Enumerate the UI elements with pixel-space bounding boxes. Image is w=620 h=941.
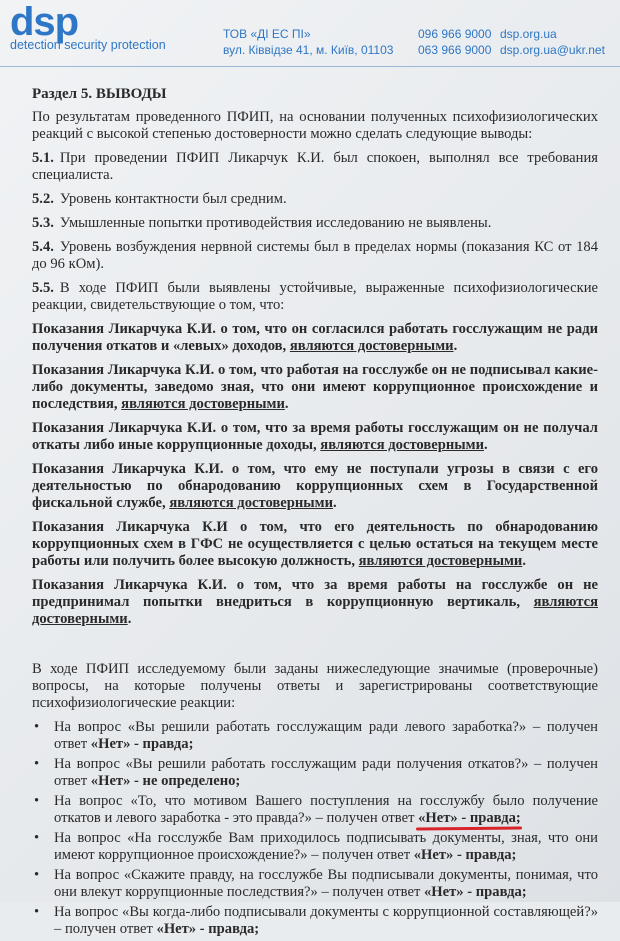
- verdict: являются достоверными: [289, 338, 454, 354]
- question-item: • На вопрос «На госслужбе Вам приходилось подписывать документы, зная, что они имеют коррупционное происхождение?» – получен ответ «Нет» - правда;: [34, 830, 598, 863]
- company-logo: [10, 2, 166, 52]
- questions-intro: В ходе ПФИП исследуемому были заданы нижеследующие значимые (проверочные) вопросы, на которые получены ответы и зарегистрированы соответствующие психофизиологические реакции:: [32, 661, 598, 711]
- answer: «Нет» - не определено: [90, 773, 236, 789]
- conclusion-item: [32, 191, 598, 208]
- item-number: 5.4.: [32, 239, 54, 255]
- company-address: вул. Ківвідзе 41, м. Київ, 01103: [223, 43, 394, 57]
- item-number: 5.5.: [32, 280, 54, 296]
- answer: «Нет» - правда: [424, 884, 522, 900]
- document-body: [32, 86, 598, 941]
- website: dsp.org.ua: [500, 27, 557, 41]
- statement: Показания Ликарчука К.И. о том, что за время работы на госслужбе он не предпринимал попытки внедриться в коррупционную вертикаль, являются достоверными.: [32, 577, 598, 627]
- verdict: являются достоверными: [32, 594, 598, 627]
- logo-subtitle: detection security protection: [10, 38, 166, 52]
- bullet-icon: •: [34, 793, 40, 809]
- conclusion-item: [32, 215, 598, 232]
- company-name: ТОВ «ДІ ЕС ПІ»: [223, 27, 311, 41]
- email: dsp.org.ua@ukr.net: [500, 43, 605, 57]
- bullet-icon: •: [34, 719, 40, 735]
- item-text: При проведении ПФИП Ликарчук К.И. был спокоен, выполнял все требования специалиста.: [32, 150, 598, 183]
- answer: «Нет» - правда: [413, 847, 512, 863]
- question-item: • На вопрос «Вы решили работать госслужащим ради получения откатов?» – получен ответ «Нет» - не определено;: [34, 756, 598, 789]
- answer: «Нет» - правда: [90, 736, 189, 752]
- logo-text: dsp: [10, 0, 79, 44]
- statement: Показания Ликарчука К.И. о том, что ему не поступали угрозы в связи с его деятельностью по обнародованию коррупционных схем в Государственной фискальной службе, являются достоверными.: [32, 461, 598, 511]
- phone-1: 096 966 9000: [418, 27, 492, 41]
- bullet-icon: •: [34, 904, 40, 920]
- statement: Показания Ликарчука К.И. о том, что он согласился работать госслужащим не ради получения откатов и «левых» доходов, являются достоверными.: [32, 321, 598, 354]
- verdict: являются достоверными: [358, 553, 523, 569]
- question-item: • На вопрос «Скажите правду, на госслужбе Вы подписывали документы, понимая, что они влекут коррупционные последствия?» – получен ответ «Нет» - правда;: [34, 867, 598, 900]
- verdict: являются достоверными: [169, 495, 334, 511]
- verdict: являются достоверными: [121, 396, 285, 412]
- question-item: • На вопрос «Вы когда-либо подписывали документы с коррупционной составляющей?» – получен ответ «Нет» - правда;: [34, 904, 598, 937]
- statement: Показания Ликарчука К.И о том, что его деятельность по обнародованию коррупционных схем в ГФС не осуществляется с целью остаться на текущем месте работы или получить более высокую должность, являются достоверными.: [32, 519, 598, 569]
- phone-2: 063 966 9000: [418, 43, 492, 57]
- section-intro: По результатам проведенного ПФИП, на основании полученных психофизиологических реакций с высокой степенью достоверности можно сделать следующие выводы:: [32, 109, 598, 142]
- item-text: Умышленные попытки противодействия исследованию не выявлены.: [59, 215, 492, 231]
- question-item: • На вопрос «Вы решили работать госслужащим ради левого заработка?» – получен ответ «Нет» - правда;: [34, 719, 598, 752]
- header-contacts: [500, 26, 605, 58]
- answer: «Нет» - правда: [156, 921, 255, 937]
- item-text: В ходе ПФИП были выявлены устойчивые, выраженные психофизиологические реакции, свидетельствующие о том, что:: [32, 280, 598, 313]
- header-organization: [223, 26, 393, 58]
- conclusion-item: [32, 280, 598, 314]
- bullet-icon: •: [34, 830, 40, 846]
- item-text: Уровень контактности был средним.: [59, 191, 287, 207]
- item-text: Уровень возбуждения нервной системы был в пределах нормы (показания КС от 184 до 96 кОм).: [32, 239, 598, 272]
- header-divider: [0, 66, 620, 67]
- bullet-icon: •: [34, 756, 40, 772]
- answer-highlighted: «Нет» - правда: [418, 810, 516, 826]
- section-title: Раздел 5. ВЫВОДЫ: [32, 86, 167, 102]
- question-item: • На вопрос «То, что мотивом Вашего поступления на госслужбу было получение откатов и левого заработка - это правда?» – получен ответ «Нет» - правда;: [34, 793, 598, 826]
- verdict: являются достоверными: [320, 437, 484, 453]
- conclusion-item: [32, 239, 598, 273]
- item-number: 5.2.: [32, 191, 54, 207]
- item-number: 5.1.: [32, 150, 54, 166]
- item-number: 5.3.: [32, 215, 54, 231]
- bullet-icon: •: [34, 867, 40, 883]
- statement: Показания Ликарчука К.И. о том, что работая на госслужбе он не подписывал какие-либо документы, заведомо зная, что они имеют коррупционное происхождение и последствия, являются достоверными.: [32, 362, 598, 412]
- header-phones: [418, 26, 491, 58]
- conclusion-item: [32, 150, 598, 184]
- statement: Показания Ликарчука К.И. о том, что за время работы госслужащим он не получал откаты либо иные коррупционные доходы, являются достоверными.: [32, 420, 598, 453]
